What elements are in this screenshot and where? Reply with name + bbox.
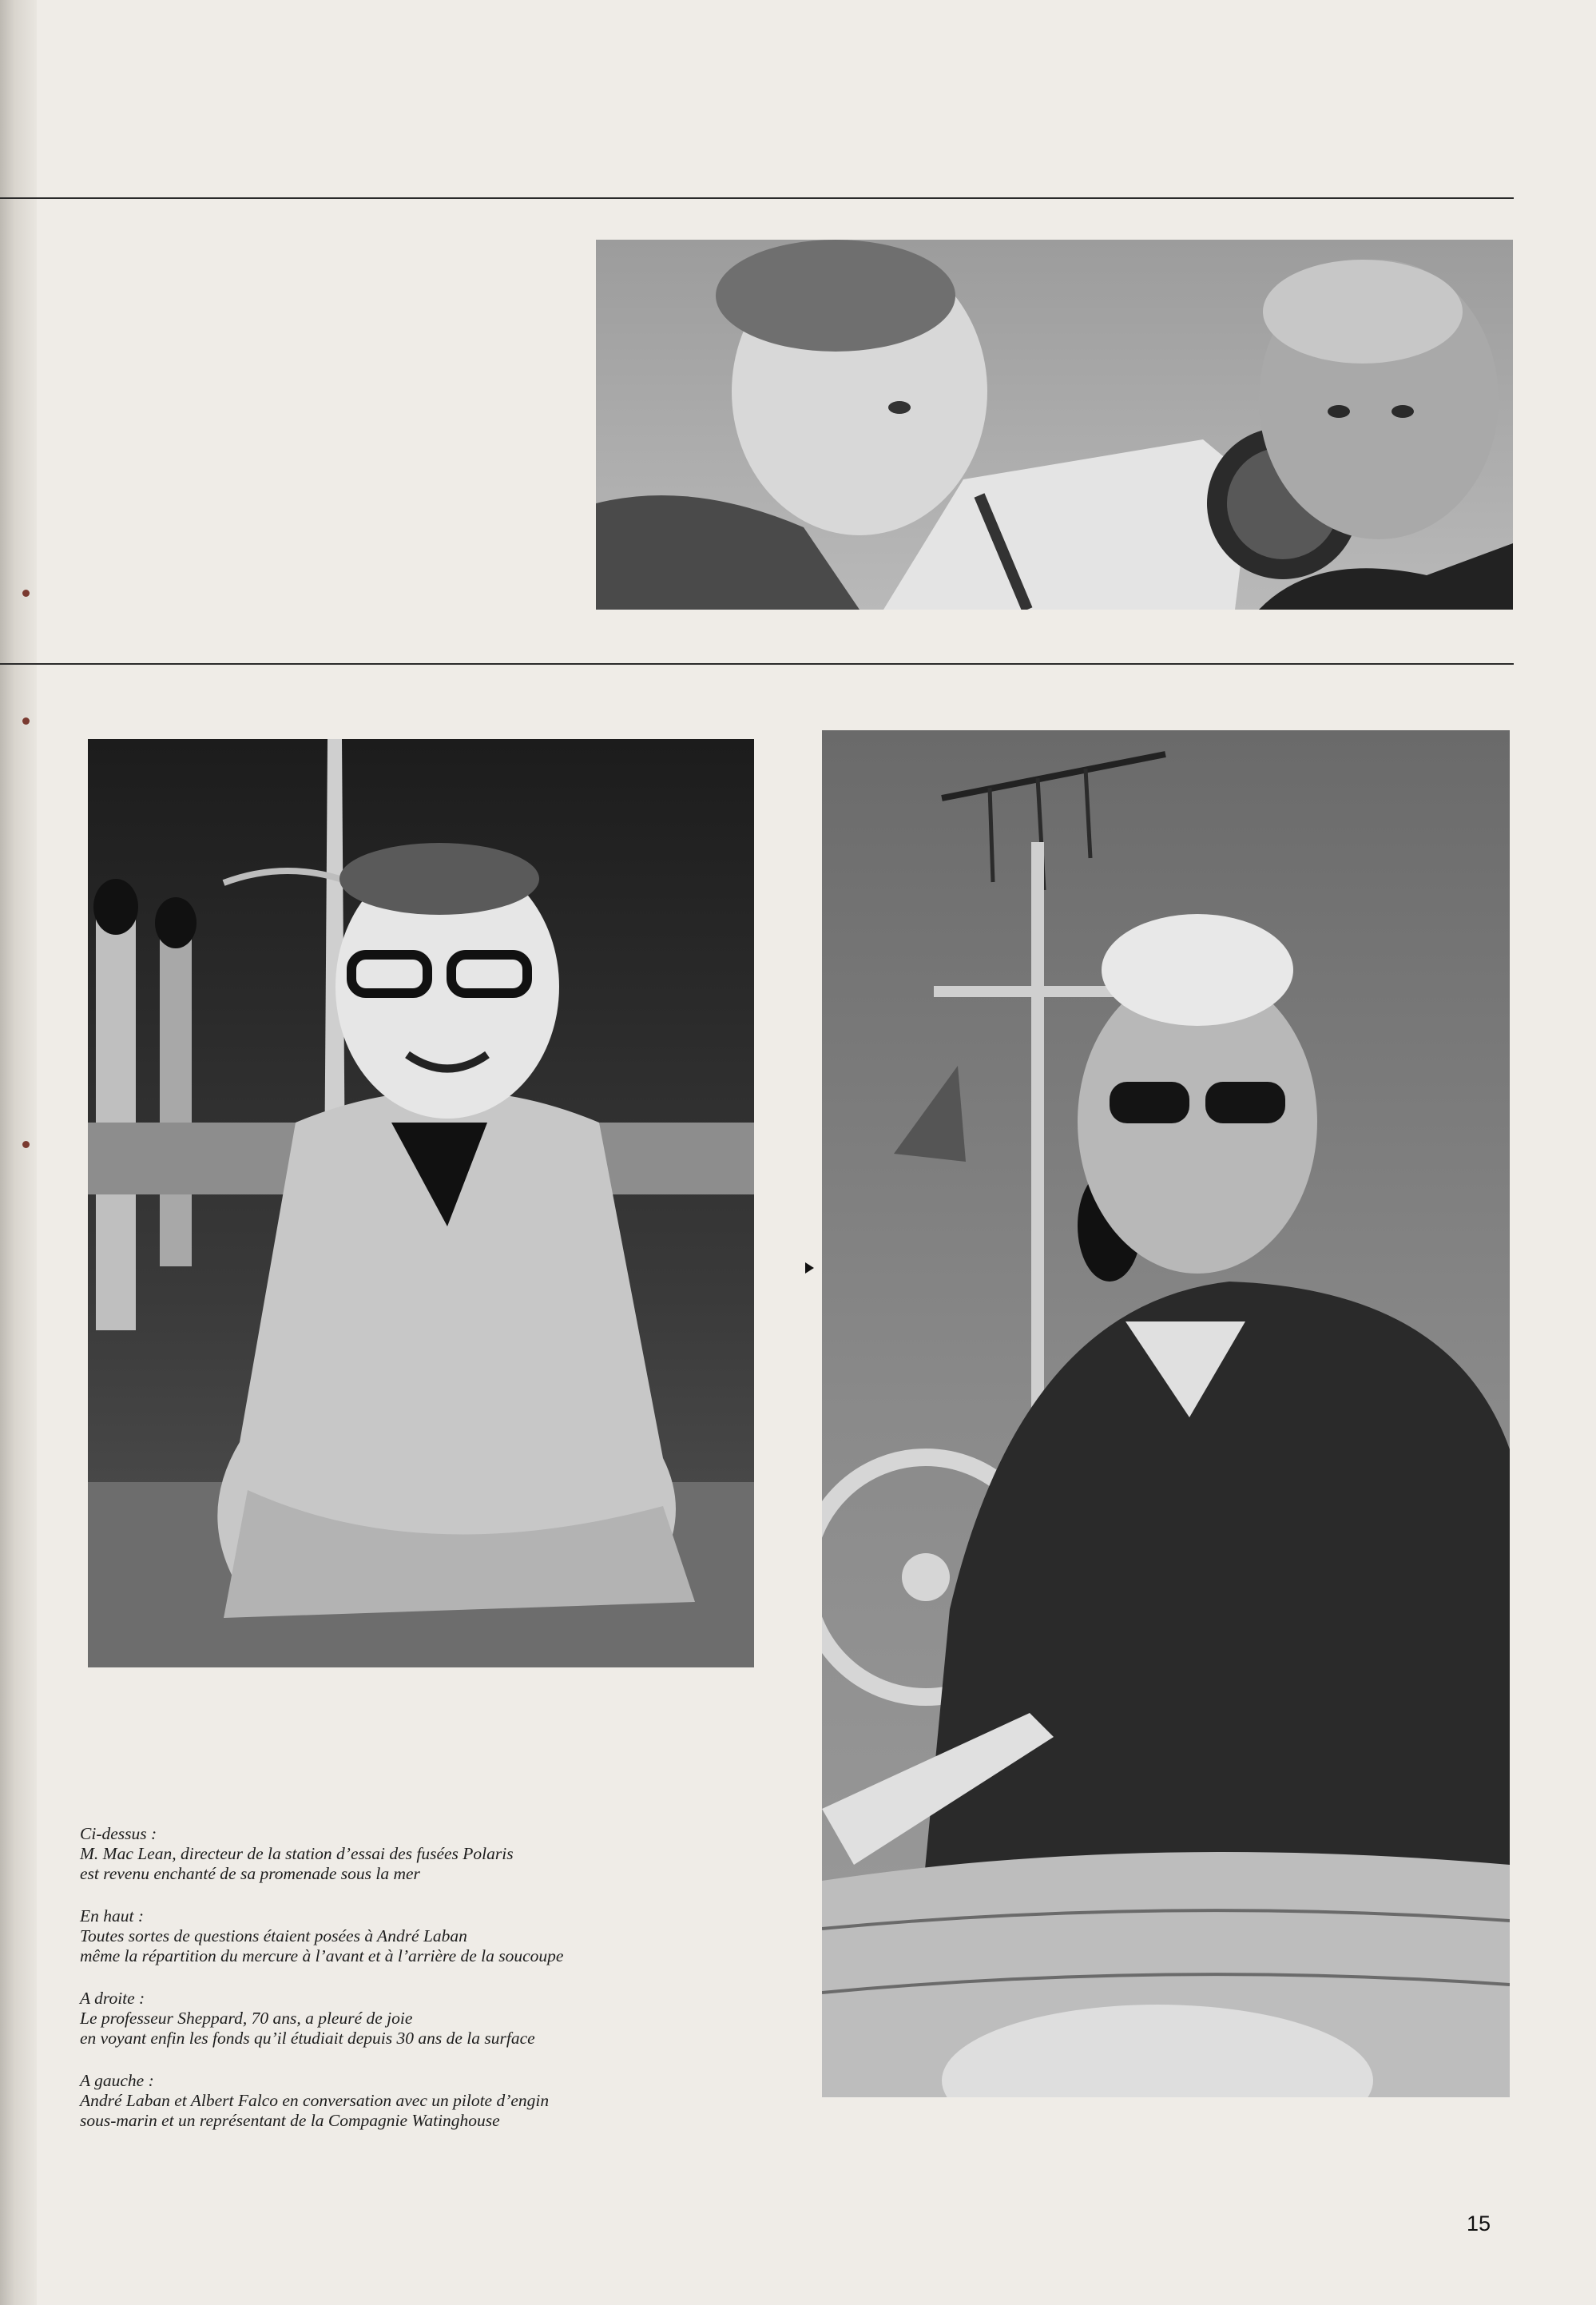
- caption-ci-dessus: [80, 1824, 783, 1884]
- caption-line: M. Mac Lean, directeur de la station d’essai des fusées Polaris: [80, 1844, 514, 1863]
- photo-mac-lean-image: [88, 739, 754, 1667]
- photo-mac-lean: [88, 739, 754, 1667]
- caption-line: en voyant enfin les fonds qu’il étudiait depuis 30 ans de la surface: [80, 2029, 535, 2048]
- caption-a-gauche: [80, 2071, 783, 2131]
- caption-line: est revenu enchanté de sa promenade sous la mer: [80, 1864, 420, 1883]
- caption-line: André Laban et Albert Falco en conversation avec un pilote d’engin: [80, 2091, 550, 2110]
- binding-mark: [22, 717, 30, 725]
- caption-line: sous-marin et un représentant de la Compagnie Watinghouse: [80, 2111, 500, 2130]
- caption-en-haut: [80, 1906, 783, 1966]
- photo-conversation: [596, 240, 1513, 610]
- caption-heading: En haut :: [80, 1906, 145, 1925]
- binding-mark: [22, 590, 30, 597]
- binding-mark: [22, 1141, 30, 1148]
- caption-line: Toutes sortes de questions étaient posées à André Laban: [80, 1926, 467, 1945]
- photo-conversation-image: [596, 240, 1513, 610]
- caption-heading: A droite :: [80, 1989, 145, 2008]
- photo-sheppard-image: [822, 730, 1510, 2097]
- top-rule: [0, 197, 1514, 199]
- page-spine-shadow: [0, 0, 37, 2305]
- caption-a-droite: [80, 1989, 783, 2049]
- caption-line: même la répartition du mercure à l’avant et à l’arrière de la soucoupe: [80, 1946, 564, 1965]
- middle-rule: [0, 663, 1514, 665]
- page-number: 15: [1467, 2212, 1491, 2235]
- caption-heading: Ci-dessus :: [80, 1824, 157, 1843]
- photo-pointer-arrow: [805, 1262, 814, 1274]
- caption-heading: A gauche :: [80, 2071, 154, 2090]
- caption-line: Le professeur Sheppard, 70 ans, a pleuré de joie: [80, 2009, 413, 2028]
- photo-sheppard: [822, 730, 1510, 2097]
- caption-block: [80, 1824, 783, 2153]
